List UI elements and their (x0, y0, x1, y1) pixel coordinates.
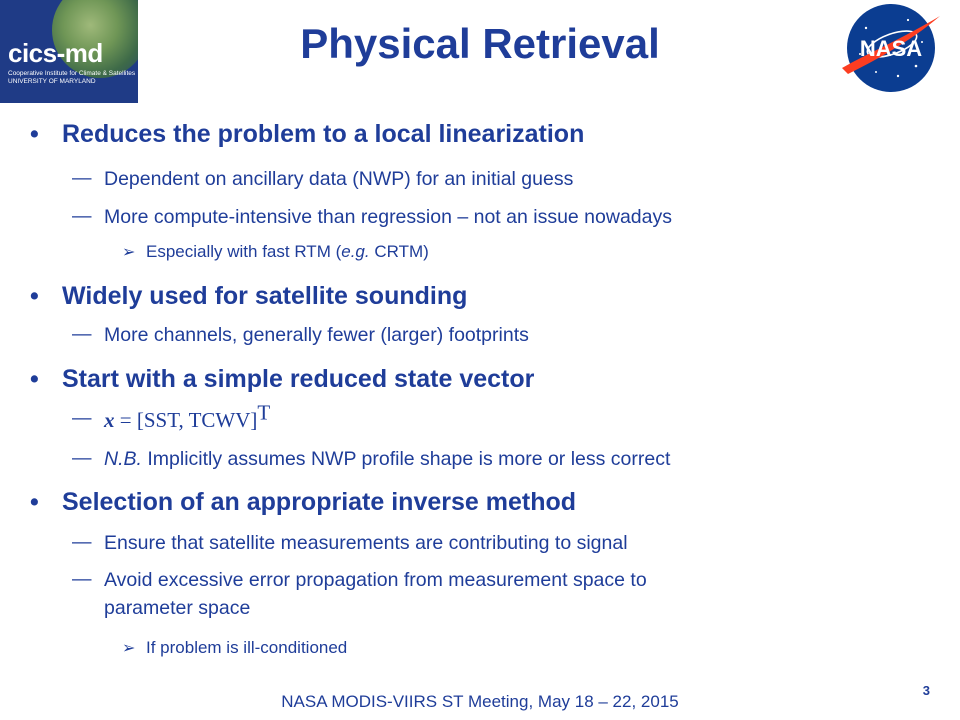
state-vector-transpose: T (257, 400, 271, 425)
bullet-2-text: Widely used for satellite sounding (62, 282, 468, 310)
bullet-3-sub-2-text: Implicitly assumes NWP profile shape is more or less correct (141, 448, 671, 470)
cics-md-subtitle-line2: UNIVERSITY OF MARYLAND (8, 78, 96, 85)
bullet-1-sub-2-text: More compute-intensive than regression – not an issue nowadays (104, 206, 672, 228)
bullet-3 (30, 365, 535, 394)
dash-marker: — (72, 407, 92, 429)
bullet-marker: • (30, 120, 39, 148)
bullet-1-sub-2-sub-1 (122, 242, 429, 262)
bullet-2-sub-1-text: More channels, generally fewer (larger) footprints (104, 324, 529, 346)
dash-marker: — (72, 531, 92, 553)
bullet-1-sub-1 (72, 167, 574, 191)
bullet-4-text: Selection of an appropriate inverse method (62, 488, 577, 516)
dash-marker: — (72, 167, 92, 189)
dash-marker: — (72, 323, 92, 345)
page-number: 3 (922, 683, 930, 698)
dash-marker: — (72, 568, 92, 590)
bullet-1-sub-2 (72, 205, 672, 229)
bullet-1-sub-2-sub-1-post: CRTM) (369, 242, 429, 261)
bullet-4-sub-2-sub-1-text: If problem is ill-conditioned (146, 638, 348, 657)
bullet-4-sub-2-sub-1 (122, 638, 348, 658)
bullet-4-sub-2 (72, 568, 647, 592)
bullet-4-sub-2-line-1: Avoid excessive error propagation from measurement space to (104, 569, 647, 591)
dash-marker: — (72, 205, 92, 227)
bullet-1-sub-2-sub-1-eg: e.g. (341, 242, 370, 261)
bullet-3-sub-1 (72, 400, 271, 433)
bullet-2-sub-1 (72, 323, 529, 347)
bullet-4-sub-1 (72, 531, 628, 555)
bullet-1-sub-2-sub-1-pre: Especially with fast RTM ( (146, 242, 342, 261)
dash-marker: — (72, 447, 92, 469)
bullet-1-sub-1-text: Dependent on ancillary data (NWP) for an initial guess (104, 168, 574, 190)
bullet-marker: • (30, 488, 39, 516)
bullet-3-text: Start with a simple reduced state vector (62, 365, 535, 393)
bullet-4 (30, 488, 577, 517)
bullet-3-sub-2 (72, 447, 671, 471)
slide-footer: NASA MODIS-VIIRS ST Meeting, May 18 – 22, 2015 (281, 692, 679, 711)
arrow-marker-icon: ➢ (122, 244, 136, 261)
bullet-1-text: Reduces the problem to a local linearization (62, 120, 585, 148)
state-vector-variable: x (104, 408, 115, 432)
bullet-4-sub-2-line-2: parameter space (104, 597, 251, 619)
bullet-marker: • (30, 365, 39, 393)
bullet-3-sub-2-nb: N.B. (104, 448, 142, 470)
cics-md-subtitle-line1: Cooperative Institute for Climate & Satellites (8, 70, 136, 77)
nasa-logo (836, 2, 946, 94)
bullet-1 (30, 120, 585, 149)
bullet-4-sub-2-continued (104, 597, 250, 620)
arrow-marker-icon: ➢ (122, 640, 136, 657)
bullet-4-sub-1-text: Ensure that satellite measurements are contributing to signal (104, 532, 628, 554)
cics-md-logo (0, 0, 138, 103)
state-vector-equation: = [SST, TCWV] (114, 408, 258, 432)
nasa-logo-wordmark: NASA (859, 36, 923, 61)
bullet-2 (30, 282, 468, 311)
slide-title: Physical Retrieval (300, 20, 660, 67)
cics-md-wordmark: cics-md (8, 38, 103, 68)
bullet-marker: • (30, 282, 39, 310)
